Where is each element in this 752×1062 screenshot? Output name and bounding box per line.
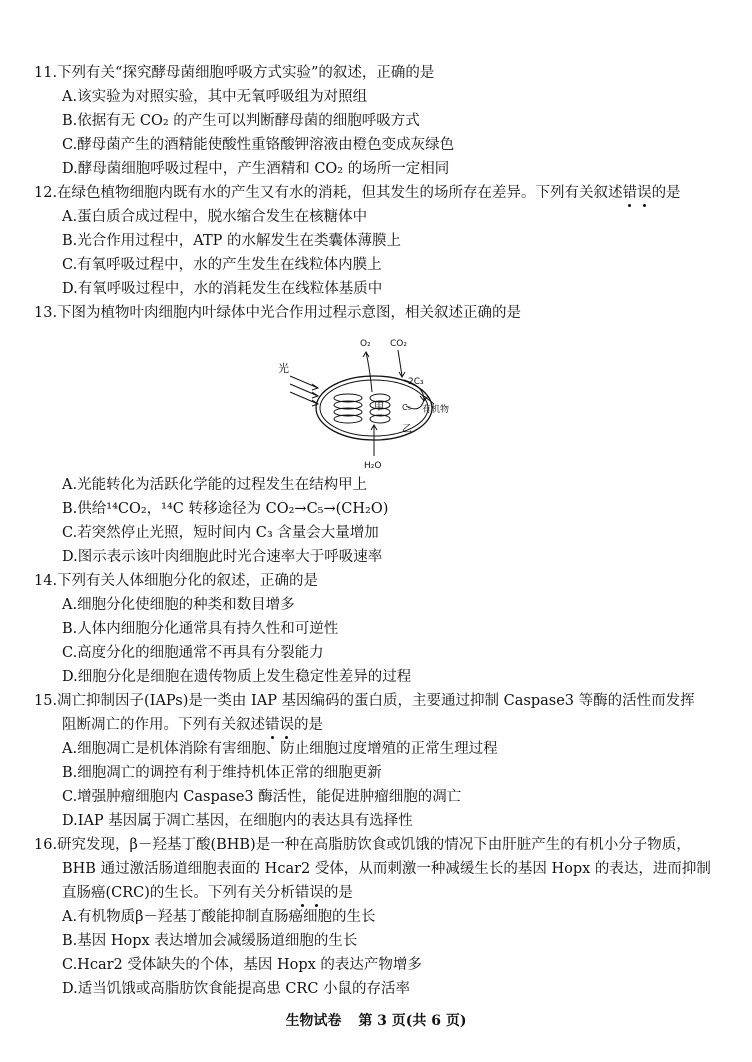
diagram-co2-label: CO₂ <box>390 339 407 349</box>
emphasis-char: 误 <box>637 185 652 201</box>
emphasis-char: 错 <box>622 185 638 201</box>
gas-arrows <box>363 350 405 392</box>
question-11-option-d: D.酵母菌细胞呼吸过程中，产生酒精和 CO₂ 的场所一定相同 <box>62 161 450 177</box>
question-16-option-c: C.Hcar2 受体缺失的个体，基因 Hopx 的表达产物增多 <box>62 957 422 973</box>
question-14-stem: 14.下列有关人体细胞分化的叙述，正确的是 <box>34 573 319 589</box>
question-16-option-b: B.基因 Hopx 表达增加会减缓肠道细胞的生长 <box>62 933 358 949</box>
diagram-c3-label: 2C₃ <box>408 377 424 387</box>
question-13-option-b: B.供给¹⁴CO₂，¹⁴C 转移途径为 CO₂→C₅→(CH₂O) <box>62 501 389 517</box>
question-14-option-a: A.细胞分化使细胞的种类和数目增多 <box>62 597 295 613</box>
question-16-option-d: D.适当饥饿或高脂肪饮食能提高患 CRC 小鼠的存活率 <box>62 981 411 997</box>
question-15-stem-line-2: 阻断凋亡的作用。下列有关叙述错误的是 <box>62 717 323 733</box>
footer-page-number: 第 3 页(共 6 页) <box>358 1013 467 1029</box>
light-arrows <box>290 376 318 406</box>
question-16-option-a: A.有机物质β－羟基丁酸能抑制直肠癌细胞的生长 <box>62 909 376 925</box>
diagram-light-label: 光 <box>278 362 289 375</box>
question-15-option-b: B.细胞凋亡的调控有利于维持机体正常的细胞更新 <box>62 765 382 781</box>
question-14-option-d: D.细胞分化是细胞在遗传物质上发生稳定性差异的过程 <box>62 669 412 685</box>
question-12-option-d: D.有氧呼吸过程中，水的消耗发生在线粒体基质中 <box>62 281 383 297</box>
emphasis-char: 误 <box>309 885 324 901</box>
question-15-stem-line-1: 15.凋亡抑制因子(IAPs)是一类由 IAP 基因编码的蛋白质，主要通过抑制 Caspase3 等酶的活性而发挥 <box>34 693 695 709</box>
question-15-option-d: D.IAP 基因属于凋亡基因，在细胞内的表达具有选择性 <box>62 813 413 829</box>
diagram-o2-label: O₂ <box>360 339 371 349</box>
question-13-option-c: C.若突然停止光照，短时间内 C₃ 含量会大量增加 <box>62 525 379 541</box>
question-15-option-a: A.细胞凋亡是机体消除有害细胞、防止细胞过度增殖的正常生理过程 <box>62 741 498 757</box>
question-11-option-c: C.酵母菌产生的酒精能使酸性重铬酸钾溶液由橙色变成灰绿色 <box>62 137 455 153</box>
diagram-h2o-label: H₂O <box>364 461 382 470</box>
question-12-option-a: A.蛋白质合成过程中，脱水缩合发生在核糖体中 <box>62 209 368 225</box>
footer-subject: 生物试卷 <box>285 1013 342 1029</box>
chloroplast-diagram <box>274 330 464 470</box>
question-12-option-b: B.光合作用过程中，ATP 的水解发生在类囊体薄膜上 <box>62 233 401 249</box>
structure-yi-label: 乙 <box>402 424 412 435</box>
question-11-option-b: B.依据有无 CO₂ 的产生可以判断酵母菌的细胞呼吸方式 <box>62 113 420 129</box>
emphasis-char: 错 <box>265 717 280 733</box>
diagram-organic-label: 有机物 <box>422 405 450 415</box>
question-12-stem: 12.在绿色植物细胞内既有水的产生又有水的消耗，但其发生的场所存在差异。下列有关叙述错误的是 <box>34 185 681 201</box>
question-13-option-a: A.光能转化为活跃化学能的过程发生在结构甲上 <box>62 477 368 493</box>
structure-jia-label: 甲 <box>374 402 384 413</box>
question-16-stem-line-1: 16.研究发现，β－羟基丁酸(BHB)是一种在高脂肪饮食或饥饿的情况下由肝脏产生的有机小分子物质， <box>34 837 691 853</box>
question-14-option-b: B.人体内细胞分化通常具有持久性和可逆性 <box>62 621 339 637</box>
question-16-stem-line-3: 直肠癌(CRC)的生长。下列有关分析错误的是 <box>62 885 353 901</box>
question-13-stem: 13.下图为植物叶肉细胞内叶绿体中光合作用过程示意图，相关叙述正确的是 <box>34 305 522 321</box>
question-15-option-c: C.增强肿瘤细胞内 Caspase3 酶活性，能促进肿瘤细胞的凋亡 <box>62 789 462 805</box>
question-16-stem-line-2: BHB 通过激活肠道细胞表面的 Hcar2 受体，从而刺激一种减缓生长的基因 Hopx 的表达，进而抑制 <box>62 861 711 877</box>
question-11-stem: 11.下列有关“探究酵母菌细胞呼吸方式实验”的叙述，正确的是 <box>34 65 435 81</box>
question-13-option-d: D.图示表示该叶肉细胞此时光合速率大于呼吸速率 <box>62 549 383 565</box>
page-footer <box>0 1010 752 1030</box>
emphasis-char: 错 <box>294 885 310 901</box>
emphasis-char: 误 <box>279 717 294 733</box>
diagram-c5-label: C₅ <box>402 403 411 412</box>
question-12-option-c: C.有氧呼吸过程中，水的产生发生在线粒体内膜上 <box>62 257 382 273</box>
question-14-option-c: C.高度分化的细胞通常不再具有分裂能力 <box>62 645 324 661</box>
question-11-option-a: A.该实验为对照实验，其中无氧呼吸组为对照组 <box>62 89 368 105</box>
